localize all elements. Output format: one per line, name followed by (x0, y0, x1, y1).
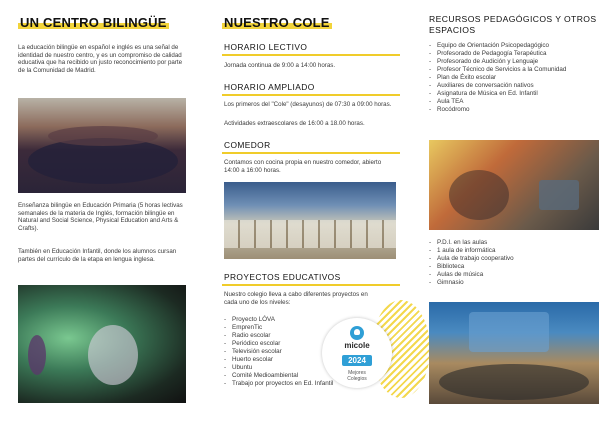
list-item: - Radio escolar (224, 332, 374, 340)
list-item: - Biblioteca (429, 263, 601, 271)
list-item: - Plan de Éxito escolar (429, 74, 601, 82)
list-item: - Ubuntu (224, 364, 374, 372)
proyectos-intro: Nuestro colegio lleva a cabo diferentes proyectos en cada uno de los niveles: (224, 291, 368, 306)
list-item: - Auxiliares de conversación nativos (429, 82, 601, 90)
heading-horario-lectivo: HORARIO LECTIVO (224, 42, 308, 52)
list-item: - Profesorado de Pedagogía Terapéutica (429, 50, 601, 58)
list-item: - Huerto escolar (224, 356, 374, 364)
badge-label-1: Mejores (348, 370, 366, 376)
photo-students-group (18, 98, 186, 193)
section-title-recursos: RECURSOS PEDAGÓGICOS Y OTROS ESPACIOS (429, 14, 597, 35)
column-recursos (427, 0, 603, 435)
list-item: - Asignatura de Música en Ed. Infantil (429, 90, 601, 98)
list-item: - Profesorado de Audición y Lenguaje (429, 58, 601, 66)
list-item: - Rocódromo (429, 106, 601, 114)
list-item: - EmprenTic (224, 324, 374, 332)
photo-computer-room (429, 140, 599, 230)
heading-comedor: COMEDOR (224, 140, 271, 150)
heading-proyectos: PROYECTOS EDUCATIVOS (224, 272, 341, 282)
photo-assembly-hall (429, 302, 599, 404)
bilingual-primary-text: Enseñanza bilingüe en Educación Primaria (5 horas lectivas semanales de la materia de Inglés, formación bilingüe en Natural and Social Science, Physical Education and Arts & Crafts). (18, 202, 183, 232)
badge-brand: micole (344, 341, 370, 350)
photo-comedor (224, 182, 396, 259)
list-item: - Equipo de Orientación Psicopedagógico (429, 42, 601, 50)
micole-award-badge (322, 318, 392, 388)
heading-horario-ampliado: HORARIO AMPLIADO (224, 82, 315, 92)
horario-ampliado-desayunos: Los primeros del "Cole" (desayunos) de 07:30 a 09:00 horas. (224, 101, 392, 108)
heading-underline (222, 54, 400, 56)
section-title-bilingual: UN CENTRO BILINGÜE (20, 15, 167, 30)
list-item: - Televisión escolar (224, 348, 374, 356)
list-item: - Aula TEA (429, 98, 601, 106)
badge-label (322, 370, 392, 382)
horario-lectivo-text: Jornada continua de 9:00 a 14:00 horas. (224, 62, 336, 69)
badge-label-2: Colegios (347, 376, 367, 382)
list-item: - Trabajo por proyectos en Ed. Infantil (224, 380, 374, 388)
horario-ampliado-extraescolares: Actividades extraescolares de 16:00 a 18.00 horas. (224, 120, 365, 127)
bilingual-intro: La educación bilingüe en español e inglés es una señal de identidad de nuestro centro, y es un compromiso de calidad educativa que ha recibido un justo reconocimiento por parte de la Comunidad de Madrid. (18, 44, 183, 74)
list-item: - Gimnasio (429, 279, 601, 287)
list-item: - P.D.I. en las aulas (429, 239, 601, 247)
column-bilingual (18, 0, 186, 435)
bilingual-infantil-text: También en Educación Infantil, donde los alumnos cursan partes del currículo de la etapa en lengua inglesa. (18, 248, 177, 263)
badge-year: 2024 (342, 355, 372, 366)
list-item: - Comité Medioambiental (224, 372, 374, 380)
photo-theatre-stage (18, 285, 186, 403)
list-item: - Periódico escolar (224, 340, 374, 348)
comedor-text: Contamos con cocina propia en nuestro comedor, abierto 14:00 a 16:00 horas. (224, 159, 382, 174)
list-item: - Aulas de música (429, 271, 601, 279)
recursos-list (429, 42, 601, 114)
micole-logo-icon (350, 326, 364, 340)
list-item: - 1 aula de informática (429, 247, 601, 255)
heading-underline (222, 152, 400, 154)
list-item: - Aula de trabajo cooperativo (429, 255, 601, 263)
espacios-list (429, 239, 601, 287)
heading-underline (222, 94, 400, 96)
list-item: - Profesor Técnico de Servicios a la Comunidad (429, 66, 601, 74)
heading-underline (222, 284, 400, 286)
section-title-nuestro-cole: NUESTRO COLE (224, 15, 330, 30)
list-item: - Proyecto LÓVA (224, 316, 374, 324)
